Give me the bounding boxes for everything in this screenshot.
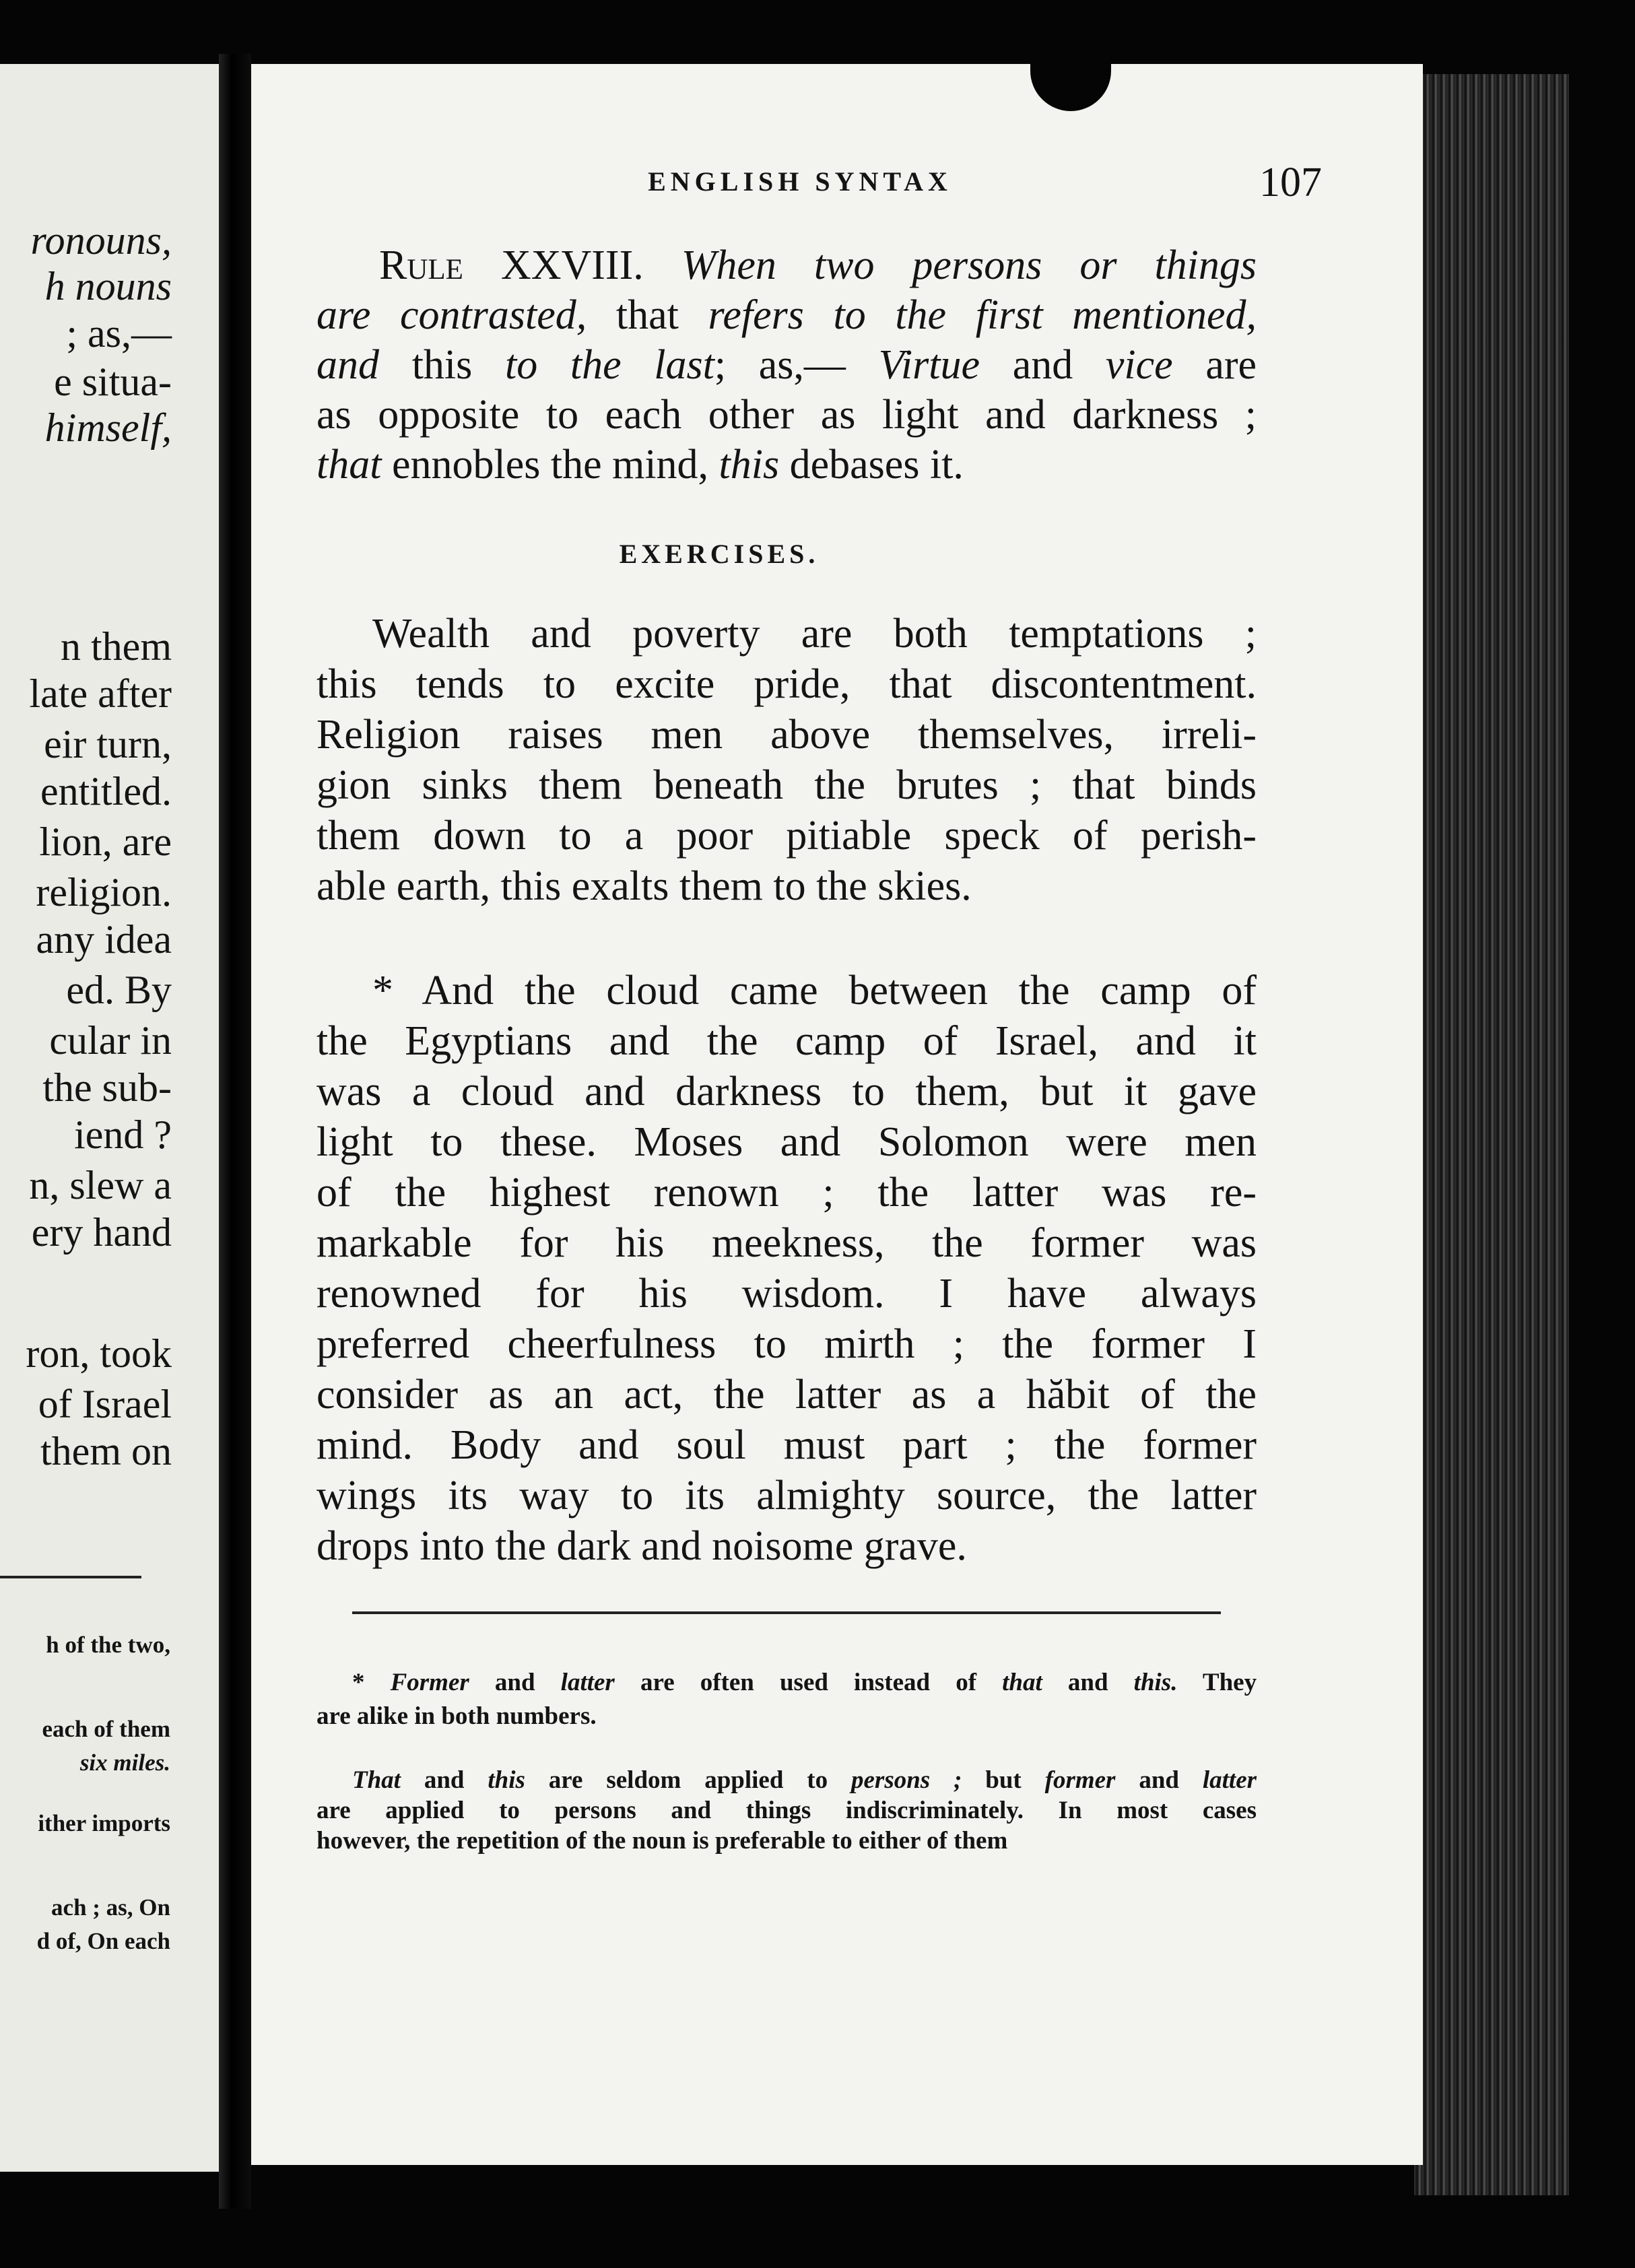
exercise-line: gion sinks them beneath the brutes ; that binds xyxy=(316,762,1257,808)
exercise-line: them down to a poor pitiable speck of perish- xyxy=(316,813,1257,859)
rule-text: Virtue xyxy=(878,342,980,388)
left-line: ed. By xyxy=(66,968,172,1012)
rule-text: When two persons or things xyxy=(681,242,1257,288)
footnote-text: but xyxy=(985,1766,1022,1794)
left-line: cular in xyxy=(49,1018,172,1063)
footnote-text: former xyxy=(1044,1766,1116,1794)
exercise-line: the Egyptians and the camp of Israel, and it xyxy=(316,1018,1257,1064)
rule-line xyxy=(316,444,1257,486)
footnote-text: this. xyxy=(1133,1669,1178,1696)
rule-text: debases it. xyxy=(789,442,964,488)
left-line: ron, took xyxy=(26,1331,172,1376)
rule-number: XXVIII. xyxy=(500,242,644,288)
exercises-heading: EXERCISES. xyxy=(619,539,820,569)
left-footnote-line: h of the two, xyxy=(46,1632,170,1658)
exercise-line: consider as an act, the latter as a hăbit of the xyxy=(316,1372,1257,1418)
footnote-line: are applied to persons and things indiscriminately. In most cases xyxy=(316,1797,1257,1824)
exercise-line: light to these. Moses and Solomon were men xyxy=(316,1119,1257,1165)
exercise-line: was a cloud and darkness to them, but it gave xyxy=(316,1069,1257,1114)
exercise-line: able earth, this exalts them to the skies. xyxy=(316,863,972,909)
footnote-text: that xyxy=(1002,1669,1042,1696)
footnote-text: persons ; xyxy=(851,1766,962,1794)
footnote-text: this xyxy=(488,1766,525,1794)
left-line: iend ? xyxy=(74,1112,172,1157)
rule-line xyxy=(379,244,1257,286)
left-line: n them xyxy=(61,624,172,669)
exercise-line: Wealth and poverty are both temptations ; xyxy=(372,611,1257,657)
exercise-line: preferred cheerfulness to mirth ; the former I xyxy=(316,1321,1257,1367)
rule-line xyxy=(316,344,1257,386)
rule-text: refers to the first mentioned, xyxy=(708,292,1257,338)
left-footnote-line: d of, On each xyxy=(36,1928,170,1954)
footnote-text: * xyxy=(352,1669,365,1696)
footnote-text: and xyxy=(1139,1766,1179,1794)
footnote-rule xyxy=(352,1611,1221,1614)
left-footnote-line: each of them xyxy=(42,1716,170,1742)
rule-text: ennobles the mind, xyxy=(391,442,709,488)
left-line: h nouns xyxy=(44,264,172,308)
rule-lead: Rule xyxy=(379,242,463,288)
footnote-text: and xyxy=(424,1766,465,1794)
left-line: of Israel xyxy=(38,1382,172,1426)
left-line: n, slew a xyxy=(29,1163,172,1207)
rule-text: are xyxy=(1205,342,1257,388)
exercise-line: Religion raises men above themselves, irreli- xyxy=(316,712,1257,758)
footnote-line: however, the repetition of the noun is preferable to either of them xyxy=(316,1827,1008,1855)
left-line: the sub- xyxy=(42,1065,172,1110)
previous-page-fragment xyxy=(0,64,219,2172)
left-footnote-line: ach ; as, On xyxy=(51,1894,170,1921)
footnote-text: That xyxy=(352,1766,401,1794)
rule-text: to the last xyxy=(504,342,714,388)
exercise-line: drops into the dark and noisome grave. xyxy=(316,1523,967,1569)
running-head: ENGLISH SYNTAX xyxy=(648,166,952,197)
page-edges xyxy=(1414,74,1569,2195)
footnote-text: Former xyxy=(390,1669,469,1696)
exercise-line: * And the cloud came between the camp of xyxy=(372,968,1257,1013)
left-line: e situa- xyxy=(54,360,172,404)
rule-text: and xyxy=(316,342,379,388)
exercise-line: this tends to excite pride, that discontentment. xyxy=(316,661,1257,707)
rule-text: vice xyxy=(1105,342,1173,388)
left-line: late after xyxy=(29,671,172,716)
exercise-line: wings its way to its almighty source, the latter xyxy=(316,1473,1257,1519)
left-line: lion, are xyxy=(39,820,172,864)
rule-text: that xyxy=(316,442,382,488)
exercise-line: mind. Body and soul must part ; the former xyxy=(316,1422,1257,1468)
rule-text: that xyxy=(615,292,679,338)
rule-text: this xyxy=(719,442,780,488)
left-line: any idea xyxy=(36,917,172,962)
book-gutter xyxy=(219,54,251,2209)
footnote-text: are seldom applied to xyxy=(548,1766,828,1794)
footnote-line xyxy=(352,1768,1257,1793)
exercise-line: of the highest renown ; the latter was re- xyxy=(316,1170,1257,1215)
footnote-text: and xyxy=(494,1669,535,1696)
left-line: them on xyxy=(40,1429,172,1473)
left-footnote-rule xyxy=(0,1576,141,1578)
left-line: ery hand xyxy=(31,1210,172,1255)
left-line: entitled. xyxy=(40,769,172,813)
page-number: 107 xyxy=(1259,160,1322,205)
exercise-line: renowned for his wisdom. I have always xyxy=(316,1271,1257,1316)
footnote-text: They xyxy=(1202,1669,1257,1696)
left-line: ronouns, xyxy=(30,218,172,263)
left-line: eir turn, xyxy=(44,722,172,766)
left-line: ; as,— xyxy=(66,311,172,356)
footnote-line xyxy=(352,1670,1257,1695)
rule-line: as opposite to each other as light and darkness ; xyxy=(316,392,1257,438)
rule-text: are contrasted, xyxy=(316,292,587,338)
left-footnote-line: ither imports xyxy=(38,1810,170,1836)
footnote-line: are alike in both numbers. xyxy=(316,1702,597,1730)
book-page xyxy=(251,64,1423,2165)
footnote-text: latter xyxy=(1202,1766,1257,1794)
rule-text: this xyxy=(411,342,473,388)
exercise-line: markable for his meekness, the former was xyxy=(316,1220,1257,1266)
footnote-text: latter xyxy=(560,1669,615,1696)
left-footnote-line: six miles. xyxy=(79,1749,170,1776)
footnote-text: and xyxy=(1067,1669,1108,1696)
left-line: religion. xyxy=(36,870,172,914)
left-line: himself, xyxy=(44,405,172,450)
rule-text: and xyxy=(1012,342,1073,388)
footnote-text: are often used instead of xyxy=(640,1669,977,1696)
rule-text: ; as,— xyxy=(714,342,846,388)
rule-line xyxy=(316,294,1257,336)
